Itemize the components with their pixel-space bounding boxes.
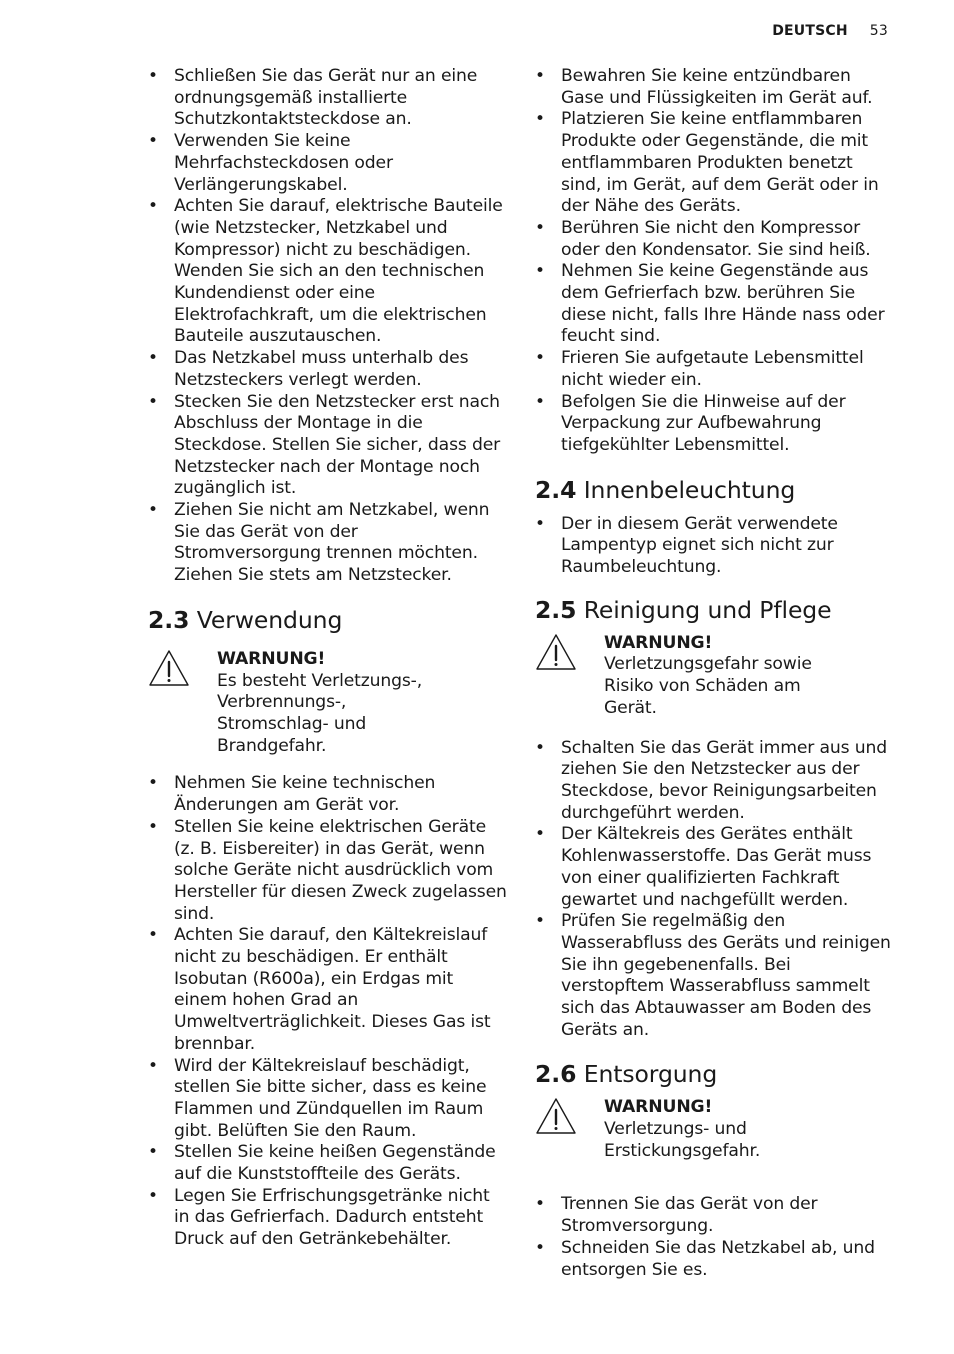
warning-text: Es besteht Verletzungs-, Verbrennungs-, Stromschlag- und Brandgefahr. [217, 670, 423, 756]
warning-title: WARNUNG! [604, 632, 713, 653]
left-column [148, 66, 508, 1251]
section-title: Reinigung und Pflege [583, 595, 832, 624]
list-item: • Trennen Sie das Gerät von der Stromversorgung. [535, 1194, 897, 1237]
warning-box-2-5 [535, 633, 897, 720]
section-heading-2-5 [535, 595, 897, 625]
list-item: • Stecken Sie den Netzstecker erst nach Abschluss der Montage in die Steckdose. Stellen Sie sicher, dass der Netzstecker nach der Montage noch zugänglich ist. [148, 392, 508, 501]
warning-title: WARNUNG! [604, 1097, 713, 1118]
warning-text: Verletzungsgefahr sowie Risiko von Schäden am Gerät. [604, 654, 812, 718]
section-number: 2.4 [535, 475, 577, 504]
right-column [535, 66, 897, 1281]
list-item: • Schneiden Sie das Netzkabel ab, und entsorgen Sie es. [535, 1238, 897, 1281]
warning-triangle-icon [535, 1097, 577, 1135]
list-item: • Bewahren Sie keine entzündbaren Gase und Flüssigkeiten im Gerät auf. [535, 66, 897, 109]
section-number: 2.6 [535, 1060, 577, 1089]
list-item: • Prüfen Sie regelmäßig den Wasserabfluss des Geräts und reinigen Sie ihn gegebenenfalls. Bei verstopftem Wasserabfluss sammelt sich das Abtauwasser am Boden des Geräts an. [535, 911, 897, 1041]
page-header [772, 23, 888, 39]
list-item: • Platzieren Sie keine entflammbaren Produkte oder Gegenstände, die mit entflammbaren Produkten benetzt sind, im Gerät, auf dem Gerät oder in der Nähe des Geräts. [535, 109, 897, 218]
header-language: DEUTSCH [772, 23, 848, 39]
warning-text: Verletzungs- und Erstickungsgefahr. [604, 1119, 761, 1161]
warning-triangle-icon [535, 633, 577, 671]
section-heading-2-3 [148, 605, 508, 635]
section-heading-2-4 [535, 475, 897, 505]
section-title: Verwendung [196, 605, 343, 634]
list-item: • Verwenden Sie keine Mehrfachsteckdosen oder Verlängerungskabel. [148, 131, 508, 196]
warning-box-2-3 [148, 649, 508, 758]
page-number: 53 [869, 23, 888, 39]
list-item: • Achten Sie darauf, elektrische Bauteile (wie Netzstecker, Netzkabel und Kompressor) nicht zu beschädigen. Wenden Sie sich an den technischen Kundendienst oder eine Elektrofachkraft, um die elektrischen Bauteile auszutauschen. [148, 196, 508, 348]
list-item: • Nehmen Sie keine Gegenstände aus dem Gefrierfach bzw. berühren Sie diese nicht, falls Ihre Hände nass oder feucht sind. [535, 261, 897, 348]
section-number: 2.3 [148, 605, 190, 634]
list-item: • Berühren Sie nicht den Kompressor oder den Kondensator. Sie sind heiß. [535, 218, 897, 261]
section-2-6-list [535, 1194, 897, 1281]
list-item: • Ziehen Sie nicht am Netzkabel, wenn Sie das Gerät von der Stromversorgung trennen möchten. Ziehen Sie stets am Netzstecker. [148, 500, 508, 587]
list-item: • Achten Sie darauf, den Kältekreislauf nicht zu beschädigen. Er enthält Isobutan (R600a), ein Erdgas mit einem hohen Grad an Umweltverträglichkeit. Dieses Gas ist brennbar. [148, 925, 508, 1055]
list-item: • Schalten Sie das Gerät immer aus und ziehen Sie den Netzstecker aus der Steckdose, bevor Reinigungsarbeiten durchgeführt werden. [535, 738, 897, 825]
list-item: • Das Netzkabel muss unterhalb des Netzsteckers verlegt werden. [148, 348, 508, 391]
warning-box-2-6 [535, 1097, 897, 1177]
section-title: Entsorgung [583, 1060, 718, 1089]
list-item: • Legen Sie Erfrischungsgetränke nicht in das Gefrierfach. Dadurch entsteht Druck auf den Getränkebehälter. [148, 1186, 508, 1251]
left-intro-list [148, 66, 508, 587]
section-heading-2-6 [535, 1059, 897, 1089]
right-intro-list [535, 66, 897, 457]
section-2-3-list [148, 773, 508, 1250]
section-number: 2.5 [535, 595, 577, 624]
list-item: • Befolgen Sie die Hinweise auf der Verpackung zur Aufbewahrung tiefgekühlter Lebensmittel. [535, 392, 897, 457]
list-item: • Schließen Sie das Gerät nur an eine ordnungsgemäß installierte Schutzkontaktsteckdose an. [148, 66, 508, 131]
list-item: • Nehmen Sie keine technischen Änderungen am Gerät vor. [148, 773, 508, 816]
list-item: • Der in diesem Gerät verwendete Lampentyp eignet sich nicht zur Raumbeleuchtung. [535, 514, 897, 579]
warning-title: WARNUNG! [217, 648, 326, 669]
section-title: Innenbeleuchtung [583, 475, 796, 504]
list-item: • Frieren Sie aufgetaute Lebensmittel nicht wieder ein. [535, 348, 897, 391]
list-item: • Stellen Sie keine heißen Gegenstände auf die Kunststoffteile des Geräts. [148, 1142, 508, 1185]
list-item: • Der Kältekreis des Gerätes enthält Kohlenwasserstoffe. Das Gerät muss von einer qualifizierten Fachkraft gewartet und nachgefüllt werden. [535, 824, 897, 911]
section-2-4-list [535, 514, 897, 579]
list-item: • Stellen Sie keine elektrischen Geräte (z. B. Eisbereiter) in das Gerät, wenn solche Geräte nicht ausdrücklich vom Hersteller für diesen Zweck zugelassen sind. [148, 817, 508, 926]
section-2-5-list [535, 738, 897, 1042]
list-item: • Wird der Kältekreislauf beschädigt, stellen Sie bitte sicher, dass es keine Flammen und Zündquellen im Raum gibt. Belüften Sie den Raum. [148, 1056, 508, 1143]
warning-triangle-icon [148, 649, 190, 687]
